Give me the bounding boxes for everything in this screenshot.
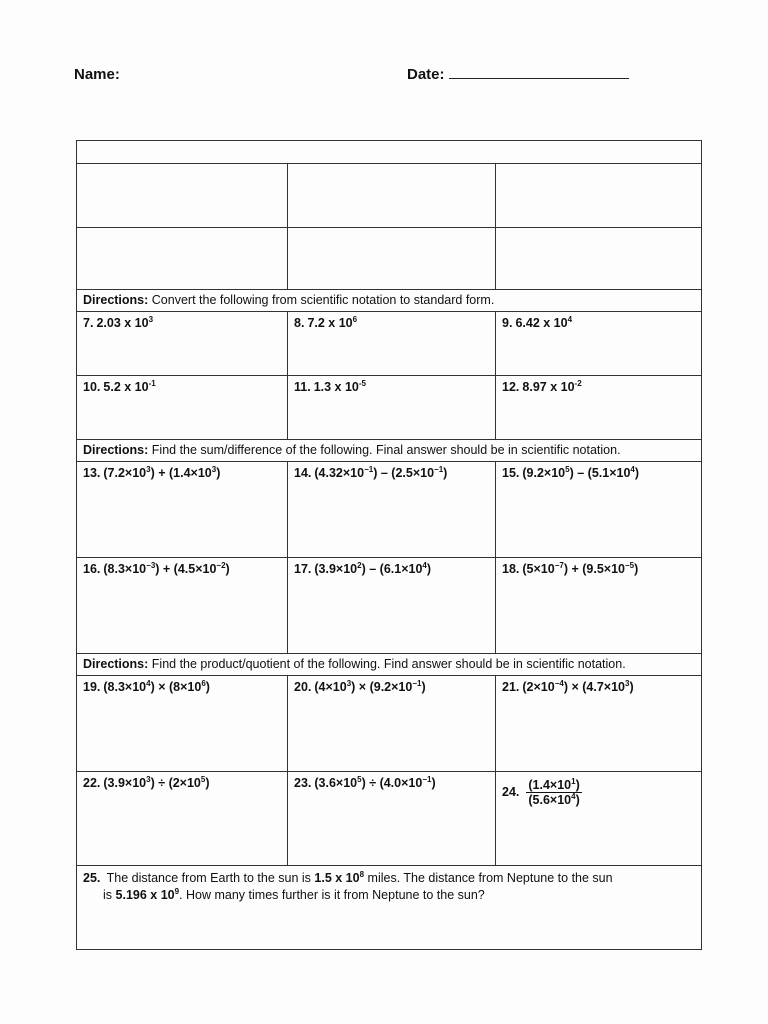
expr-part: ) + (1.4×10: [150, 466, 212, 480]
q25-value: 1.5 x 10: [314, 871, 360, 885]
exponent: -2: [574, 379, 582, 388]
expr-part: (8.3×10: [103, 562, 147, 576]
answer-cell[interactable]: [77, 164, 287, 227]
directions-label: Directions:: [83, 443, 149, 457]
expr-part: (5×10: [522, 562, 555, 576]
problem-25-line-1: [83, 870, 695, 887]
answer-cell[interactable]: [287, 228, 495, 289]
exponent: 3: [148, 315, 154, 324]
answer-cell[interactable]: [495, 228, 701, 289]
fraction: [526, 778, 581, 807]
table-row: [77, 227, 701, 289]
directions-label: Directions:: [83, 293, 149, 307]
problem-15[interactable]: [495, 462, 701, 557]
problem-base: 6.42 x 10: [515, 316, 568, 330]
q25-text: is: [103, 888, 113, 902]
problem-number: 8.: [294, 316, 305, 330]
problem-number: 13.: [83, 466, 101, 480]
problem-10[interactable]: [77, 376, 287, 439]
expr-part: (2×10: [522, 680, 555, 694]
problem-number: 22.: [83, 776, 101, 790]
name-label: Name:: [74, 66, 120, 83]
q25-text: . How many times further is it from Neptune to the sun?: [179, 888, 485, 902]
problem-number: 16.: [83, 562, 101, 576]
table-title-row: [77, 141, 701, 163]
expr-part: ) – (5.1×10: [569, 466, 631, 480]
expr-part: ): [575, 793, 580, 807]
problem-number: 10.: [83, 380, 101, 394]
problem-number: 24.: [502, 784, 520, 799]
problem-number: 11.: [294, 380, 311, 394]
exponent: 5: [200, 775, 206, 784]
date-field[interactable]: [407, 66, 629, 83]
q25-value: 5.196 x 10: [115, 888, 175, 902]
exponent: 2: [357, 561, 362, 570]
exponent: 3: [146, 465, 151, 474]
problem-16[interactable]: [77, 558, 287, 653]
table-row: [77, 675, 701, 771]
exponent: -1: [148, 379, 156, 388]
problem-number: 19.: [83, 680, 101, 694]
expr-part: ): [205, 776, 210, 790]
exponent: −1: [364, 465, 374, 474]
expr-part: (4.32×10: [314, 466, 365, 480]
expr-part: (4×10: [314, 680, 347, 694]
expr-part: ) × (8×10: [150, 680, 202, 694]
problem-9[interactable]: [495, 312, 701, 375]
problem-25-line-2: [83, 887, 695, 904]
exponent: −3: [146, 561, 156, 570]
problem-number: 21.: [502, 680, 520, 694]
expr-part: ) ÷ (4.0×10: [361, 776, 423, 790]
exponent: 8: [359, 870, 365, 879]
exponent: −1: [434, 465, 444, 474]
problem-number: 25.: [83, 871, 101, 885]
answer-cell[interactable]: [495, 164, 701, 227]
expr-part: ): [426, 562, 432, 576]
exponent: −2: [216, 561, 226, 570]
problem-20[interactable]: [287, 676, 495, 771]
problem-number: 15.: [502, 466, 520, 480]
expr-part: ) + (9.5×10: [563, 562, 625, 576]
exponent: 5: [565, 465, 570, 474]
exponent: −4: [554, 679, 564, 688]
directions-sum-difference: [77, 439, 701, 461]
table-row: [77, 375, 701, 439]
exponent: 3: [625, 679, 630, 688]
expr-part: ) ÷ (2×10: [150, 776, 201, 790]
exponent: 3: [211, 465, 217, 474]
problem-12[interactable]: [495, 376, 701, 439]
expr-part: (8.3×10: [103, 680, 147, 694]
exponent: 4: [630, 465, 635, 474]
problem-number: 12.: [502, 380, 520, 394]
exponent: 6: [201, 679, 206, 688]
exponent: -5: [358, 379, 366, 388]
problem-22[interactable]: [77, 772, 287, 865]
problem-17[interactable]: [287, 558, 495, 653]
expr-part: ): [634, 562, 639, 576]
exponent: 3: [346, 679, 352, 688]
problem-number: 7.: [83, 316, 94, 330]
problem-25[interactable]: [77, 865, 701, 949]
problem-base: 2.03 x 10: [96, 316, 149, 330]
expr-part: ) + (4.5×10: [155, 562, 217, 576]
problem-number: 17.: [294, 562, 312, 576]
exponent: −1: [422, 775, 432, 784]
directions-product-quotient: [77, 653, 701, 675]
expr-part: ): [575, 778, 580, 792]
q25-text: The distance from Earth to the sun is: [106, 871, 311, 885]
exponent: 3: [146, 775, 151, 784]
exponent: 9: [174, 887, 180, 896]
expr-part: ) – (2.5×10: [373, 466, 435, 480]
fraction-numerator: [526, 778, 581, 793]
directions-standard-form: [77, 289, 701, 311]
table-row: [77, 163, 701, 227]
exponent: −5: [625, 561, 635, 570]
exponent: 6: [352, 315, 358, 324]
expr-part: ): [634, 466, 640, 480]
directions-label: Directions:: [83, 657, 149, 671]
directions-text: Find the sum/difference of the following. Final answer should be in scientific notation.: [151, 443, 621, 457]
expr-part: ) – (6.1×10: [361, 562, 423, 576]
q25-text: miles. The distance from Neptune to the sun: [367, 871, 613, 885]
expr-part: (7.2×10: [103, 466, 147, 480]
exponent: −1: [412, 679, 422, 688]
problem-number: 9.: [502, 316, 513, 330]
problem-number: 14.: [294, 466, 312, 480]
exponent: 1: [571, 777, 576, 786]
exponent: 4: [422, 561, 427, 570]
problem-11[interactable]: [287, 376, 495, 439]
table-row: [77, 311, 701, 375]
problem-number: 20.: [294, 680, 312, 694]
exponent: 4: [571, 792, 576, 801]
expr-part: ): [216, 466, 221, 480]
exponent: 4: [567, 315, 573, 324]
expr-part: (3.6×10: [314, 776, 358, 790]
answer-cell[interactable]: [287, 164, 495, 227]
problem-21[interactable]: [495, 676, 701, 771]
problem-18[interactable]: [495, 558, 701, 653]
table-row: [77, 557, 701, 653]
expr-part: ): [421, 680, 426, 694]
exponent: 4: [146, 679, 151, 688]
answer-cell[interactable]: [77, 228, 287, 289]
problem-7[interactable]: [77, 312, 287, 375]
problem-base: 7.2 x 10: [307, 316, 353, 330]
expr-part: ): [205, 680, 210, 694]
problem-24[interactable]: [495, 772, 701, 865]
expr-part: ): [443, 466, 448, 480]
directions-text: Convert the following from scientific notation to standard form.: [151, 293, 495, 307]
table-row: [77, 461, 701, 557]
problem-8[interactable]: [287, 312, 495, 375]
problem-number: 23.: [294, 776, 312, 790]
date-blank-line[interactable]: [449, 66, 629, 79]
problem-14[interactable]: [287, 462, 495, 557]
worksheet-table: [76, 140, 702, 950]
problem-19[interactable]: [77, 676, 287, 771]
problem-23[interactable]: [287, 772, 495, 865]
problem-number: 18.: [502, 562, 520, 576]
date-label: Date:: [407, 66, 445, 83]
table-row: [77, 771, 701, 865]
exponent: −7: [554, 561, 564, 570]
fraction-denominator: [526, 793, 581, 807]
problem-base: 5.2 x 10: [103, 380, 149, 394]
expr-part: ): [225, 562, 230, 576]
expr-part: (1.4×10: [528, 778, 572, 792]
expr-part: (3.9×10: [103, 776, 147, 790]
expr-part: (3.9×10: [314, 562, 358, 576]
exponent: 5: [357, 775, 362, 784]
expr-part: ) × (9.2×10: [351, 680, 413, 694]
directions-text: Find the product/quotient of the following. Find answer should be in scientific notation.: [151, 657, 626, 671]
expr-part: ) × (4.7×10: [563, 680, 625, 694]
expr-part: (9.2×10: [522, 466, 566, 480]
expr-part: ): [431, 776, 436, 790]
expr-part: (5.6×10: [528, 793, 572, 807]
problem-base: 8.97 x 10: [522, 380, 575, 394]
problem-13[interactable]: [77, 462, 287, 557]
expr-part: ): [629, 680, 634, 694]
problem-base: 1.3 x 10: [313, 380, 359, 394]
